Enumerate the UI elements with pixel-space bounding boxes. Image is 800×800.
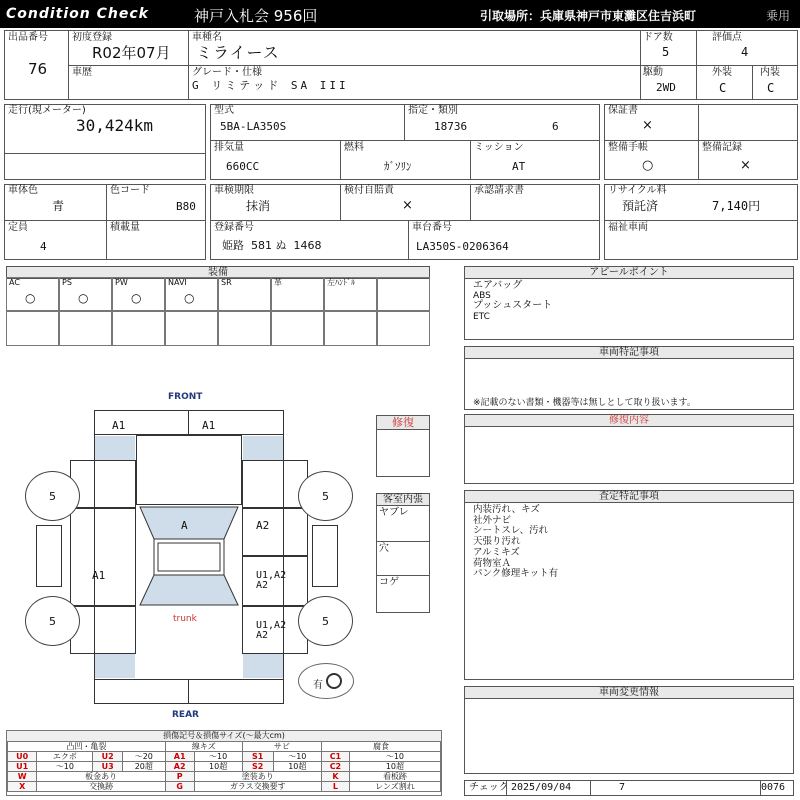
assessment-box xyxy=(464,490,794,680)
recycle-fee: 7,140円 xyxy=(712,199,761,213)
fuel: ｶﾞｿﾘﾝ xyxy=(384,160,412,173)
equipment-label: 革 xyxy=(274,278,282,287)
legend-cell: 20超 xyxy=(122,762,165,772)
legend-cell: A2 xyxy=(165,762,194,772)
appeal-line-2: ABS xyxy=(473,291,491,301)
welfare-label: 福祉車両 xyxy=(608,222,648,233)
legend-cell: K xyxy=(321,772,349,782)
appeal-line-3: プッシュスタート xyxy=(473,300,553,311)
inspection-label: 車検期限 xyxy=(214,185,254,196)
equipment-cell xyxy=(271,277,324,311)
mark-front-left: A1 xyxy=(112,419,126,432)
special-box xyxy=(464,346,794,410)
score-label: 評価点 xyxy=(712,32,742,43)
equipment-cell-empty xyxy=(59,311,112,346)
legend-cell: 〜10 xyxy=(37,762,93,772)
model-label: 型式 xyxy=(214,105,234,116)
interior-tear: ヤブレ xyxy=(379,507,409,518)
windshield xyxy=(140,507,238,539)
left-front-fender xyxy=(70,460,136,508)
load-label: 積載量 xyxy=(110,222,140,233)
left-quarter xyxy=(70,606,136,654)
inspection-expiry: 抹消 xyxy=(246,199,271,213)
trunk-label: trunk xyxy=(173,614,197,624)
check-code: 0076 xyxy=(761,782,786,793)
legend-table xyxy=(7,741,441,792)
legend-cell: 10超 xyxy=(273,762,321,772)
appeal-box xyxy=(464,266,794,340)
warranty-label: 保証書 xyxy=(608,105,638,116)
equipment-cell xyxy=(112,277,165,311)
interior-label: 内装 xyxy=(760,67,780,78)
auction-title: 神戸入札会 956回 xyxy=(194,7,318,25)
assessment-line: パンク修理キット有 xyxy=(473,568,559,580)
rear-label: REAR xyxy=(172,710,199,720)
chassis-label: 車台番号 xyxy=(412,222,452,233)
legend-cell: 塗装あり xyxy=(194,772,321,782)
legend-header: 凸凹・亀裂 xyxy=(8,742,166,752)
doors-label: ドア数 xyxy=(643,32,673,43)
tire-rear-right: 5 xyxy=(298,596,353,646)
mileage: 30,424km xyxy=(76,116,154,135)
check-number: 7 xyxy=(619,782,626,793)
equipment-cell xyxy=(377,277,430,311)
pickup-location: 引取場所：兵庫県神戸市東灘区住吉浜町 xyxy=(480,9,697,23)
equipment-cell xyxy=(165,277,218,311)
legend-cell: 看板跡 xyxy=(349,772,440,782)
grade-label: グレード・仕様 xyxy=(192,67,262,78)
score: 4 xyxy=(741,45,749,59)
legend-cell: X xyxy=(8,782,37,792)
header-bar xyxy=(0,0,800,28)
special-note: ※記載のない書類・機器等は無しとして取り扱います。 xyxy=(473,398,696,408)
record-label: 整備記録 xyxy=(702,142,742,153)
regno-label: 登録番号 xyxy=(214,222,254,233)
repair-box xyxy=(376,415,430,477)
legend-cell: ガラス交換要す xyxy=(194,782,321,792)
warranty: × xyxy=(642,118,653,133)
equipment-label: PS xyxy=(62,278,72,287)
displacement: 660CC xyxy=(226,160,260,173)
mark-right-door-rear-2: A2 xyxy=(256,580,269,591)
equipment-cell xyxy=(218,277,271,311)
equipment-label: NAVI xyxy=(168,278,187,287)
mark-right-door-rear: U1,A2 xyxy=(256,570,287,581)
equipment-value: ○ xyxy=(78,291,89,305)
legend-cell: S2 xyxy=(242,762,273,772)
mark-front-right: A1 xyxy=(202,419,216,432)
change-title: 車両変更情報 xyxy=(465,687,793,699)
roof-panel xyxy=(154,539,224,575)
legend-cell: 板金あり xyxy=(37,772,166,782)
left-mirror xyxy=(36,525,62,587)
equipment-cell xyxy=(59,277,112,311)
category-label: 乗用 xyxy=(766,9,791,23)
recycle-label: リサイクル料 xyxy=(608,185,667,196)
mark-right-door-front: A2 xyxy=(256,519,270,532)
check-row xyxy=(464,780,794,796)
left-door xyxy=(70,508,136,606)
repair-detail-title: 修復内容 xyxy=(465,415,793,427)
mission: AT xyxy=(512,160,526,173)
hood xyxy=(136,435,242,505)
lot-number: 76 xyxy=(28,60,48,78)
capacity-label: 定員 xyxy=(8,222,28,233)
equipment-value: ○ xyxy=(25,291,36,305)
designation-label: 指定・類別 xyxy=(408,105,458,116)
equipment-label: PW xyxy=(115,278,128,287)
interior-hole: 穴 xyxy=(379,543,389,554)
equipment-label: AC xyxy=(9,278,20,287)
legend-cell: A1 xyxy=(165,752,194,762)
appeal-line-1: エアバッグ xyxy=(473,280,523,291)
tire-front-left: 5 xyxy=(25,471,80,521)
legend-header: サビ xyxy=(242,742,321,752)
tire-front-right: 5 xyxy=(298,471,353,521)
history-label: 車歴 xyxy=(72,67,92,78)
legend-cell: 〜10 xyxy=(273,752,321,762)
equipment-cell-empty xyxy=(112,311,165,346)
legend-title: 損傷記号＆損傷サイズ(〜最大cm) xyxy=(7,731,441,741)
car-name: ミライース xyxy=(196,43,280,62)
repair-detail-box xyxy=(464,414,794,484)
insurance: × xyxy=(402,198,413,213)
equipment-cell-empty xyxy=(377,311,430,346)
appeal-line-4: ETC xyxy=(473,312,490,322)
interior-grade: C xyxy=(767,81,775,95)
mark-right-quarter: U1,A2 xyxy=(256,620,287,631)
lot-label: 出品番号 xyxy=(8,32,48,43)
color-code: B80 xyxy=(176,200,196,213)
registration-number: 姫路 581 ぬ 1468 xyxy=(222,239,322,252)
spare-tire-icon xyxy=(326,673,342,689)
exterior-grade: C xyxy=(719,81,727,95)
equipment-title: 装備 xyxy=(7,267,429,279)
legend-cell: C1 xyxy=(321,752,349,762)
drive: 2WD xyxy=(656,81,676,94)
legend-cell: 10超 xyxy=(194,762,242,772)
legend-cell: U2 xyxy=(93,752,122,762)
cabin-glass xyxy=(136,505,242,606)
first-registration: R02年07月 xyxy=(92,44,171,62)
mark-right-quarter-2: A2 xyxy=(256,630,269,641)
legend-cell: 〜10 xyxy=(194,752,242,762)
legend-cell: P xyxy=(165,772,194,782)
equipment-label: SR xyxy=(221,278,232,287)
capacity: 4 xyxy=(40,240,47,253)
assessment-line: 内装汚れ、キズ xyxy=(473,504,540,515)
assessment-line: 社外ナビ xyxy=(473,514,512,526)
equipment-cell-empty xyxy=(271,311,324,346)
legend-box xyxy=(6,730,442,796)
appeal-title: アピールポイント xyxy=(465,267,793,279)
equipment-cell-empty xyxy=(6,311,59,346)
legend-cell: 10超 xyxy=(349,762,440,772)
mission-label: ミッション xyxy=(474,142,524,153)
doors: 5 xyxy=(662,45,670,59)
insurance-label: 検付自賠責 xyxy=(344,185,394,196)
exterior-label: 外装 xyxy=(712,67,732,78)
assessment-line: 荷物室Ａ xyxy=(473,557,512,569)
manual-label: 整備手帳 xyxy=(608,142,648,153)
chassis-number: LA350S-0206364 xyxy=(416,240,509,253)
model: 5BA-LA350S xyxy=(220,120,287,133)
maintenance-record: × xyxy=(740,158,751,173)
equipment-value: ○ xyxy=(131,291,142,305)
name-label: 車種名 xyxy=(192,32,222,43)
reg-label: 初度登録 xyxy=(72,32,112,43)
right-door-rear xyxy=(242,556,308,606)
legend-cell: G xyxy=(165,782,194,792)
legend-cell: U1 xyxy=(8,762,37,772)
fuel-label: 燃料 xyxy=(344,142,364,153)
right-door-front xyxy=(242,508,308,556)
drive-label: 駆動 xyxy=(643,67,663,78)
legend-cell: L xyxy=(321,782,349,792)
change-box xyxy=(464,686,794,774)
designation: 18736 xyxy=(434,120,468,133)
legend-header: 線キズ xyxy=(165,742,242,752)
legend-cell: W xyxy=(8,772,37,782)
legend-cell: C2 xyxy=(321,762,349,772)
equipment-cell-empty xyxy=(165,311,218,346)
recycle-status: 預託済 xyxy=(622,199,659,213)
legend-cell: S1 xyxy=(242,752,273,762)
check-date: 2025/09/04 xyxy=(511,782,572,793)
brand-title: Condition Check xyxy=(6,6,149,22)
mileage-label: 走行(現メーター) xyxy=(8,105,86,116)
assessment-line: 天張り汚れ xyxy=(473,536,521,548)
legend-cell: エクボ xyxy=(37,752,93,762)
mark-left-side: A1 xyxy=(92,569,106,582)
assessment-title: 査定特記事項 xyxy=(465,491,793,503)
category-number: 6 xyxy=(552,120,559,133)
approval-label: 承認請求書 xyxy=(474,185,524,196)
legend-header: 腐食 xyxy=(321,742,440,752)
front-label: FRONT xyxy=(168,392,203,402)
maintenance-manual: ○ xyxy=(642,158,654,173)
legend-cell: 〜10 xyxy=(349,752,440,762)
rear-window xyxy=(140,575,238,605)
legend-cell: U0 xyxy=(8,752,37,762)
mark-roof: A xyxy=(181,519,188,532)
grade: G リミテッド SA III xyxy=(192,79,349,92)
special-title: 車両特記事項 xyxy=(465,347,793,359)
legend-cell: 〜20 xyxy=(122,752,165,762)
bumper-rear xyxy=(94,679,284,704)
equipment-label: 左ﾊﾝﾄﾞﾙ xyxy=(327,278,355,287)
equipment-value: ○ xyxy=(184,291,195,305)
equipment-cell-empty xyxy=(218,311,271,346)
assessment-line: シートスレ、汚れ xyxy=(473,525,549,537)
equipment-cell xyxy=(6,277,59,311)
right-mirror xyxy=(312,525,338,587)
displacement-label: 排気量 xyxy=(214,142,244,153)
equipment-cell xyxy=(324,277,377,311)
interior-title: 客室内張 xyxy=(377,494,429,506)
tire-rear-left: 5 xyxy=(25,596,80,646)
body-color: 青 xyxy=(52,199,65,213)
interior-burn: コゲ xyxy=(379,577,399,588)
check-label: チェック xyxy=(469,782,509,793)
legend-cell: U3 xyxy=(93,762,122,772)
legend-cell: 交換跡 xyxy=(37,782,166,792)
repair-title: 修復 xyxy=(377,416,429,430)
equipment-cell-empty xyxy=(324,311,377,346)
spare-tire-indicator: 有 xyxy=(298,663,354,699)
color-code-label: 色コード xyxy=(110,185,150,196)
legend-cell: レンズ割れ xyxy=(349,782,440,792)
assessment-line: アルミキズ xyxy=(473,546,520,558)
body-color-label: 車体色 xyxy=(8,185,38,196)
